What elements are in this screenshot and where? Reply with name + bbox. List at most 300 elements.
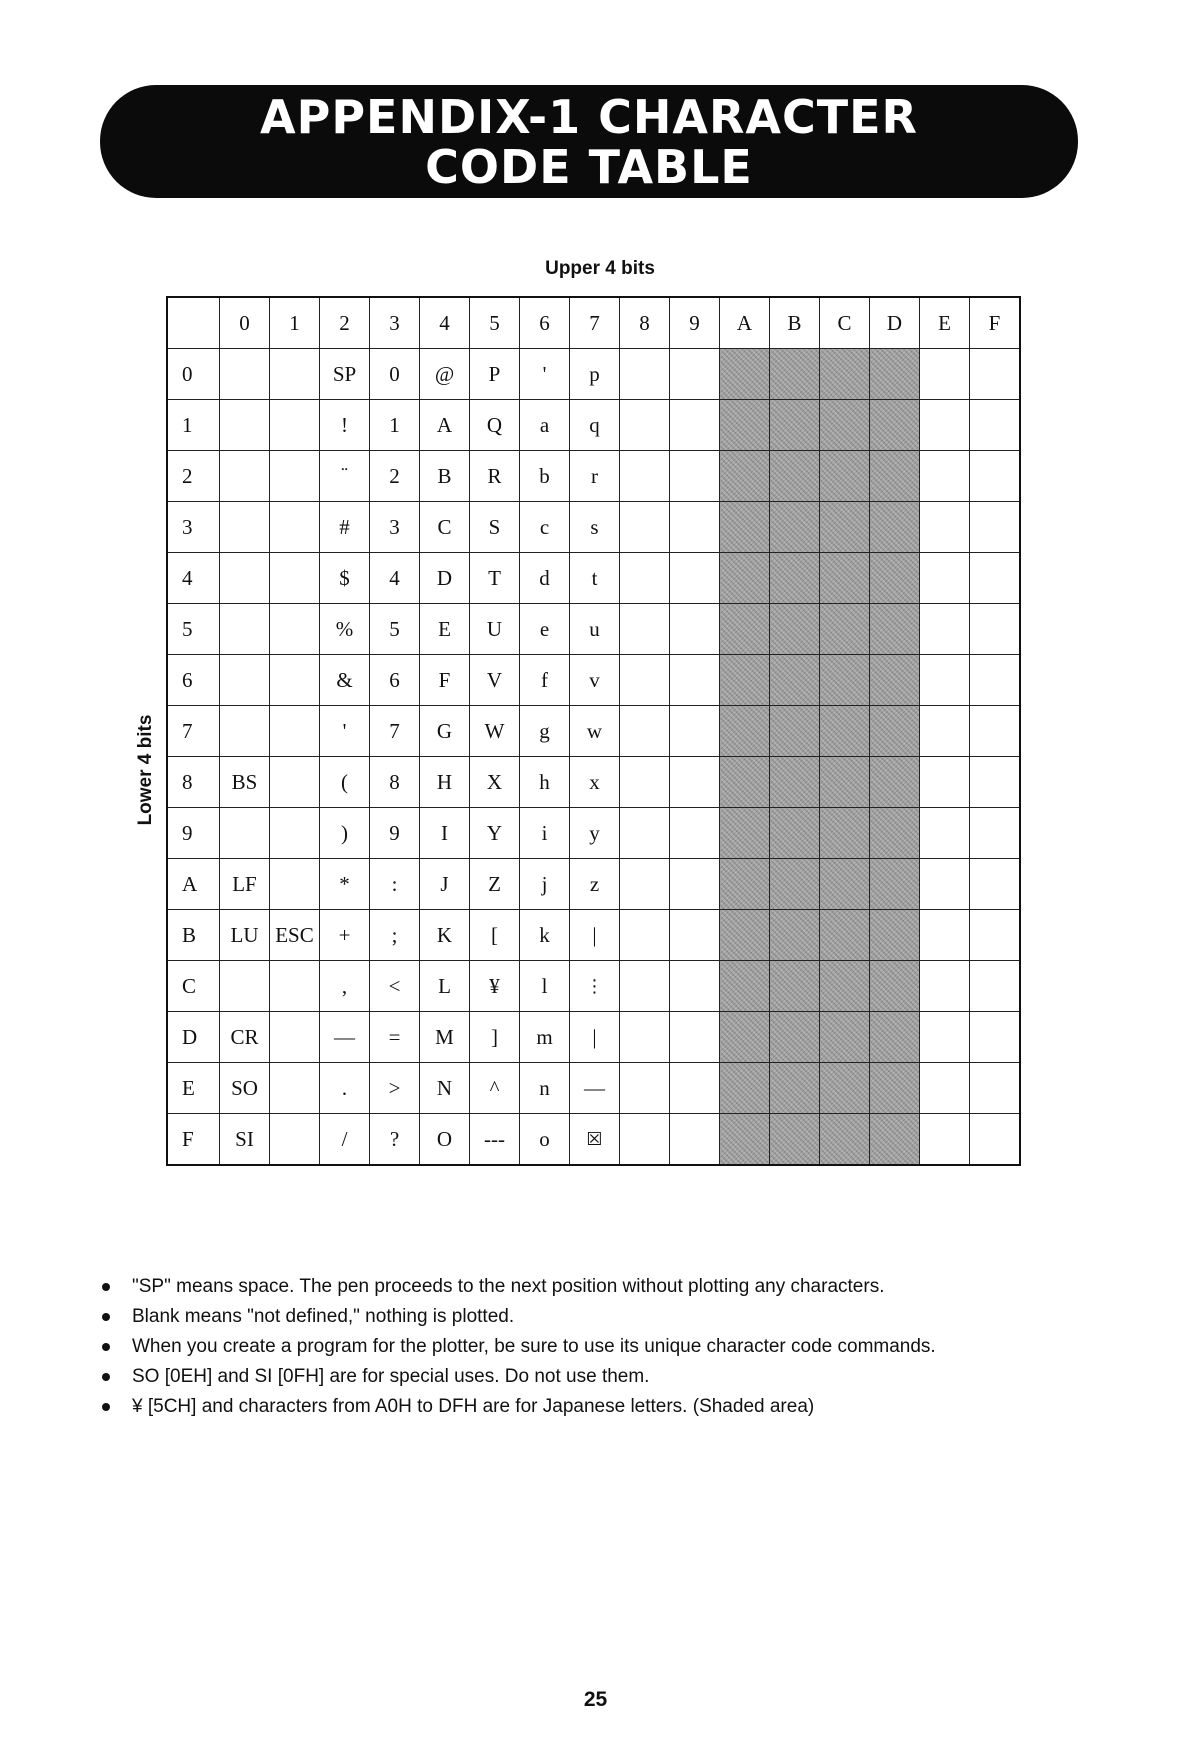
column-header-c: C: [820, 297, 870, 349]
note-item: [100, 1302, 936, 1332]
code-cell: ¨: [320, 451, 370, 502]
code-cell: Z: [470, 859, 520, 910]
code-cell: BS: [220, 757, 270, 808]
code-cell: H: [420, 757, 470, 808]
code-cell: [870, 349, 920, 400]
row-header-1: 1: [167, 400, 220, 451]
code-cell: J: [420, 859, 470, 910]
code-cell: s: [570, 502, 620, 553]
title-line-2: CODE TABLE: [425, 139, 753, 194]
code-cell: ': [520, 349, 570, 400]
code-cell: b: [520, 451, 570, 502]
upper-bits-label: Upper 4 bits: [545, 258, 655, 279]
code-cell: [620, 1114, 670, 1166]
note-item: [100, 1362, 936, 1392]
code-cell: [720, 961, 770, 1012]
bullet-icon: [102, 1313, 110, 1321]
code-cell: [820, 400, 870, 451]
row-header-e: E: [167, 1063, 220, 1114]
code-cell: a: [520, 400, 570, 451]
code-cell: g: [520, 706, 570, 757]
bullet-icon: [102, 1403, 110, 1411]
row-header-5: 5: [167, 604, 220, 655]
code-cell: [770, 400, 820, 451]
code-cell: m: [520, 1012, 570, 1063]
code-cell: [920, 808, 970, 859]
code-cell: t: [570, 553, 620, 604]
code-cell: [270, 1063, 320, 1114]
table-row: [167, 655, 1020, 706]
code-cell: W: [470, 706, 520, 757]
code-cell: [670, 757, 720, 808]
code-cell: [270, 757, 320, 808]
code-cell: R: [470, 451, 520, 502]
code-cell: E: [420, 604, 470, 655]
code-cell: D: [420, 553, 470, 604]
code-cell: [720, 808, 770, 859]
table-row: [167, 859, 1020, 910]
code-cell: [920, 604, 970, 655]
code-cell: .: [320, 1063, 370, 1114]
table-row: [167, 553, 1020, 604]
code-cell: [270, 655, 320, 706]
code-cell: :: [370, 859, 420, 910]
code-cell: [770, 961, 820, 1012]
row-header-d: D: [167, 1012, 220, 1063]
code-cell: =: [370, 1012, 420, 1063]
code-cell: [620, 553, 670, 604]
bullet-icon: [102, 1373, 110, 1381]
bullet-icon: [102, 1283, 110, 1291]
row-header-4: 4: [167, 553, 220, 604]
code-cell: [820, 910, 870, 961]
code-cell: 3: [370, 502, 420, 553]
code-cell: [770, 859, 820, 910]
code-cell: [770, 655, 820, 706]
code-cell: SI: [220, 1114, 270, 1166]
column-header-1: 1: [270, 297, 320, 349]
code-cell: [770, 1114, 820, 1166]
code-cell: [970, 706, 1021, 757]
code-cell: e: [520, 604, 570, 655]
code-cell: A: [420, 400, 470, 451]
code-cell: [970, 604, 1021, 655]
table-row: [167, 1114, 1020, 1166]
code-cell: [870, 859, 920, 910]
code-cell: [870, 910, 920, 961]
code-cell: [920, 706, 970, 757]
code-cell: S: [470, 502, 520, 553]
code-cell: [820, 655, 870, 706]
row-header-2: 2: [167, 451, 220, 502]
code-cell: [220, 451, 270, 502]
code-cell: [920, 349, 970, 400]
code-cell: [670, 655, 720, 706]
code-cell: [820, 706, 870, 757]
code-cell: &: [320, 655, 370, 706]
code-cell: [770, 1063, 820, 1114]
note-text: When you create a program for the plotter, be sure to use its unique character code commands.: [132, 1336, 936, 1357]
code-cell: [920, 961, 970, 1012]
code-cell: [970, 1063, 1021, 1114]
code-cell: [670, 1114, 720, 1166]
code-cell: [770, 349, 820, 400]
table-row: [167, 1012, 1020, 1063]
code-cell: z: [570, 859, 620, 910]
row-header-7: 7: [167, 706, 220, 757]
code-cell: [620, 808, 670, 859]
code-cell: [720, 1114, 770, 1166]
title-line-1: APPENDIX-1 CHARACTER: [260, 89, 918, 144]
code-cell: [820, 1012, 870, 1063]
code-cell: |: [570, 1012, 620, 1063]
code-cell: [970, 1012, 1021, 1063]
code-cell: [920, 859, 970, 910]
code-cell: [970, 553, 1021, 604]
code-cell: $: [320, 553, 370, 604]
code-cell: [220, 655, 270, 706]
table-row: [167, 757, 1020, 808]
code-cell: [270, 808, 320, 859]
character-code-table: [166, 296, 1021, 1166]
code-cell: 1: [370, 400, 420, 451]
code-cell: [720, 757, 770, 808]
code-cell: B: [420, 451, 470, 502]
code-cell: [870, 757, 920, 808]
code-cell: |: [570, 910, 620, 961]
code-cell: —: [320, 1012, 370, 1063]
code-cell: [670, 400, 720, 451]
code-cell: [820, 808, 870, 859]
code-cell: w: [570, 706, 620, 757]
code-cell: CR: [220, 1012, 270, 1063]
code-cell: ESC: [270, 910, 320, 961]
row-header-8: 8: [167, 757, 220, 808]
code-cell: U: [470, 604, 520, 655]
code-cell: o: [520, 1114, 570, 1166]
code-cell: [670, 1012, 720, 1063]
code-cell: ': [320, 706, 370, 757]
code-cell: [720, 451, 770, 502]
code-cell: ;: [370, 910, 420, 961]
code-cell: [770, 706, 820, 757]
code-cell: [870, 961, 920, 1012]
row-header-c: C: [167, 961, 220, 1012]
code-cell: [720, 604, 770, 655]
column-header-0: 0: [220, 297, 270, 349]
code-cell: [220, 961, 270, 1012]
code-cell: /: [320, 1114, 370, 1166]
title-banner: [100, 85, 1078, 198]
code-cell: [670, 910, 720, 961]
code-cell: [820, 757, 870, 808]
code-cell: %: [320, 604, 370, 655]
table-row: [167, 706, 1020, 757]
column-header-a: A: [720, 297, 770, 349]
code-cell: [970, 859, 1021, 910]
code-cell: [720, 1012, 770, 1063]
code-cell: d: [520, 553, 570, 604]
code-cell: n: [520, 1063, 570, 1114]
code-cell: 0: [370, 349, 420, 400]
code-cell: V: [470, 655, 520, 706]
column-header-7: 7: [570, 297, 620, 349]
code-cell: f: [520, 655, 570, 706]
column-header-4: 4: [420, 297, 470, 349]
code-cell: Q: [470, 400, 520, 451]
code-cell: [920, 655, 970, 706]
code-cell: +: [320, 910, 370, 961]
code-cell: O: [420, 1114, 470, 1166]
code-cell: v: [570, 655, 620, 706]
table-row: [167, 349, 1020, 400]
code-cell: [620, 859, 670, 910]
code-cell: [870, 400, 920, 451]
code-cell: [670, 1063, 720, 1114]
code-cell: [770, 553, 820, 604]
code-cell: [770, 910, 820, 961]
code-cell: [770, 604, 820, 655]
code-cell: M: [420, 1012, 470, 1063]
code-cell: [720, 1063, 770, 1114]
code-cell: [870, 502, 920, 553]
code-cell: [920, 910, 970, 961]
code-cell: [920, 502, 970, 553]
code-cell: x: [570, 757, 620, 808]
code-cell: !: [320, 400, 370, 451]
code-cell: [870, 1012, 920, 1063]
code-cell: [720, 400, 770, 451]
code-cell: [870, 553, 920, 604]
code-cell: [720, 910, 770, 961]
code-cell: L: [420, 961, 470, 1012]
code-cell: [720, 349, 770, 400]
code-cell: [620, 1063, 670, 1114]
code-cell: #: [320, 502, 370, 553]
code-cell: [920, 553, 970, 604]
code-cell: T: [470, 553, 520, 604]
table-corner-cell: [167, 297, 220, 349]
code-cell: C: [420, 502, 470, 553]
code-cell: [870, 451, 920, 502]
row-header-3: 3: [167, 502, 220, 553]
note-text: "SP" means space. The pen proceeds to the next position without plotting any characters.: [132, 1276, 885, 1297]
code-cell: [620, 961, 670, 1012]
column-header-6: 6: [520, 297, 570, 349]
code-cell: c: [520, 502, 570, 553]
code-cell: [220, 706, 270, 757]
code-cell: [770, 757, 820, 808]
code-cell: [270, 451, 320, 502]
code-cell: F: [420, 655, 470, 706]
column-header-e: E: [920, 297, 970, 349]
code-cell: [720, 859, 770, 910]
page-number: 25: [583, 1688, 608, 1711]
code-cell: [720, 502, 770, 553]
code-cell: [820, 502, 870, 553]
code-cell: *: [320, 859, 370, 910]
code-cell: [670, 859, 720, 910]
code-cell: [920, 1063, 970, 1114]
code-cell: [970, 451, 1021, 502]
code-cell: LF: [220, 859, 270, 910]
code-cell: ⋮: [570, 961, 620, 1012]
code-cell: [270, 1012, 320, 1063]
code-cell: [970, 349, 1021, 400]
code-cell: [970, 655, 1021, 706]
code-cell: [670, 604, 720, 655]
code-cell: y: [570, 808, 620, 859]
code-cell: [270, 400, 320, 451]
code-cell: [770, 1012, 820, 1063]
code-cell: [970, 961, 1021, 1012]
code-cell: [620, 604, 670, 655]
code-cell: [870, 655, 920, 706]
note-item: [100, 1272, 936, 1302]
code-cell: X: [470, 757, 520, 808]
code-cell: [820, 349, 870, 400]
code-cell: [670, 502, 720, 553]
code-cell: SO: [220, 1063, 270, 1114]
code-cell: 9: [370, 808, 420, 859]
code-cell: [820, 859, 870, 910]
column-header-8: 8: [620, 297, 670, 349]
code-cell: p: [570, 349, 620, 400]
code-cell: [970, 502, 1021, 553]
code-cell: ☒: [570, 1114, 620, 1166]
note-item: [100, 1332, 936, 1362]
code-cell: [270, 859, 320, 910]
code-cell: [820, 961, 870, 1012]
column-header-9: 9: [670, 297, 720, 349]
code-cell: [820, 451, 870, 502]
code-cell: ,: [320, 961, 370, 1012]
code-cell: ^: [470, 1063, 520, 1114]
code-cell: [870, 808, 920, 859]
code-cell: [270, 961, 320, 1012]
code-cell: [720, 655, 770, 706]
code-cell: [970, 1114, 1021, 1166]
code-cell: [620, 655, 670, 706]
code-cell: k: [520, 910, 570, 961]
column-header-5: 5: [470, 297, 520, 349]
table-row: [167, 604, 1020, 655]
code-cell: [220, 349, 270, 400]
code-cell: [870, 706, 920, 757]
code-cell: [970, 400, 1021, 451]
code-cell: [620, 1012, 670, 1063]
code-cell: [270, 604, 320, 655]
code-cell: [770, 808, 820, 859]
table-row: [167, 451, 1020, 502]
code-cell: [670, 451, 720, 502]
row-header-b: B: [167, 910, 220, 961]
code-cell: —: [570, 1063, 620, 1114]
table-header-row: [167, 297, 1020, 349]
code-cell: G: [420, 706, 470, 757]
code-cell: <: [370, 961, 420, 1012]
code-cell: [870, 1114, 920, 1166]
note-text: ¥ [5CH] and characters from A0H to DFH are for Japanese letters. (Shaded area): [132, 1396, 815, 1417]
column-header-b: B: [770, 297, 820, 349]
code-cell: ): [320, 808, 370, 859]
code-cell: [270, 553, 320, 604]
code-cell: [670, 808, 720, 859]
note-text: Blank means "not defined," nothing is plotted.: [132, 1306, 515, 1327]
table-row: [167, 808, 1020, 859]
code-cell: [920, 1114, 970, 1166]
code-cell: l: [520, 961, 570, 1012]
row-header-a: A: [167, 859, 220, 910]
code-cell: h: [520, 757, 570, 808]
code-cell: [: [470, 910, 520, 961]
code-cell: [670, 706, 720, 757]
code-cell: [220, 553, 270, 604]
table-row: [167, 502, 1020, 553]
code-cell: [220, 502, 270, 553]
code-cell: SP: [320, 349, 370, 400]
code-cell: [270, 502, 320, 553]
code-cell: r: [570, 451, 620, 502]
code-cell: I: [420, 808, 470, 859]
code-cell: [670, 349, 720, 400]
code-cell: [820, 1063, 870, 1114]
code-cell: [720, 706, 770, 757]
code-cell: N: [420, 1063, 470, 1114]
code-cell: [970, 808, 1021, 859]
code-cell: u: [570, 604, 620, 655]
code-cell: [820, 604, 870, 655]
code-cell: [820, 1114, 870, 1166]
code-cell: [620, 451, 670, 502]
code-cell: [620, 349, 670, 400]
code-cell: [870, 604, 920, 655]
code-cell: [920, 757, 970, 808]
code-cell: 5: [370, 604, 420, 655]
column-header-f: F: [970, 297, 1021, 349]
row-header-f: F: [167, 1114, 220, 1166]
note-item: [100, 1392, 936, 1422]
code-cell: 7: [370, 706, 420, 757]
code-cell: [220, 400, 270, 451]
code-cell: Y: [470, 808, 520, 859]
code-cell: [620, 400, 670, 451]
code-cell: [720, 553, 770, 604]
code-cell: [920, 1012, 970, 1063]
row-header-6: 6: [167, 655, 220, 706]
code-cell: >: [370, 1063, 420, 1114]
code-cell: [920, 451, 970, 502]
code-cell: [970, 757, 1021, 808]
code-cell: [770, 502, 820, 553]
code-cell: [220, 604, 270, 655]
code-cell: [620, 910, 670, 961]
code-cell: [670, 961, 720, 1012]
code-cell: [270, 349, 320, 400]
note-text: SO [0EH] and SI [0FH] are for special uses. Do not use them.: [132, 1366, 650, 1387]
lower-bits-label: Lower 4 bits: [135, 714, 156, 826]
code-cell: i: [520, 808, 570, 859]
code-cell: ¥: [470, 961, 520, 1012]
code-cell: [270, 706, 320, 757]
code-cell: [620, 706, 670, 757]
code-cell: [970, 910, 1021, 961]
column-header-2: 2: [320, 297, 370, 349]
code-cell: j: [520, 859, 570, 910]
code-cell: [670, 553, 720, 604]
column-header-d: D: [870, 297, 920, 349]
code-cell: [620, 502, 670, 553]
